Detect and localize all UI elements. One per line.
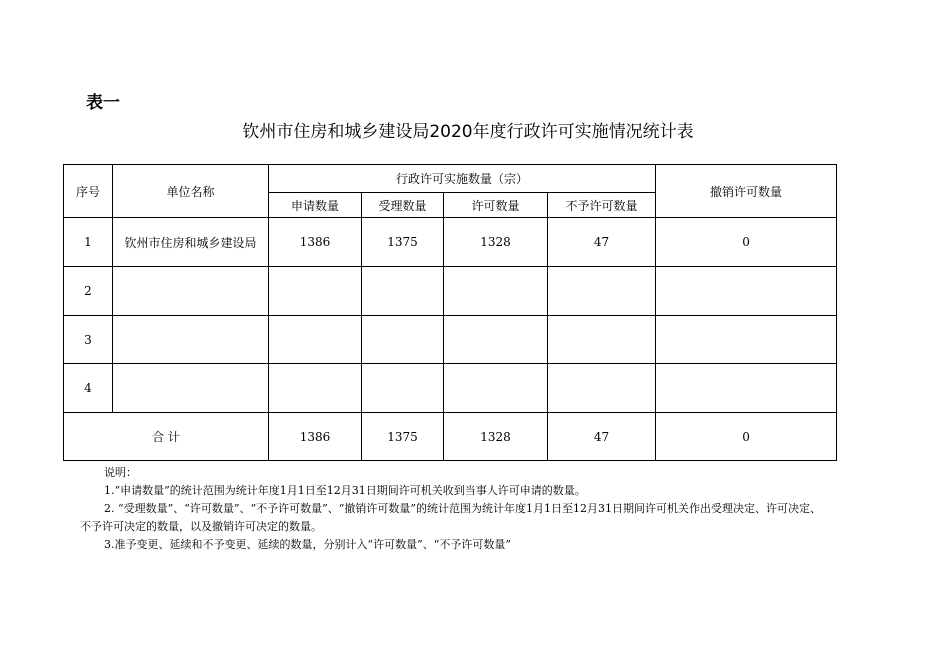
header-deny: 不予许可数量	[548, 193, 656, 218]
table-row	[64, 364, 837, 413]
row-revoke	[656, 364, 837, 413]
row-apply: 1386	[269, 218, 362, 267]
table-row	[64, 218, 837, 267]
row-permit	[444, 267, 548, 316]
note-item-2: 2. “受理数量”、“许可数量”、“不予许可数量”、“撤销许可数量”的统计范围为统计年度1月1日至12月31日期间许可机关作出受理决定、许可决定、不予许可决定的数量，以及撤销许可决定的数量。	[80, 502, 821, 533]
row-org: 钦州市住房和城乡建设局	[113, 218, 269, 267]
row-revoke: 0	[656, 218, 837, 267]
header-row	[64, 165, 837, 193]
row-apply	[269, 316, 362, 364]
row-org	[113, 316, 269, 364]
header-seq: 序号	[64, 165, 113, 218]
row-revoke	[656, 316, 837, 364]
header-revoke: 撤销许可数量	[656, 165, 837, 218]
row-apply	[269, 364, 362, 413]
total-row	[64, 413, 837, 461]
table-row	[64, 267, 837, 316]
header-apply: 申请数量	[269, 193, 362, 218]
note-item-3: 3.准予变更、延续和不予变更、延续的数量，分别计入“许可数量”、“不予许可数量”	[104, 538, 511, 551]
note-item-1: 1.“申请数量”的统计范围为统计年度1月1日至12月31日期间许可机关收到当事人许可申请的数量。	[104, 484, 586, 497]
row-deny: 47	[548, 218, 656, 267]
row-accept: 1375	[362, 218, 444, 267]
row-seq: 4	[64, 364, 113, 413]
total-apply: 1386	[269, 413, 362, 461]
row-org	[113, 364, 269, 413]
header-org: 单位名称	[113, 165, 269, 218]
notes-heading: 说明：	[104, 466, 137, 479]
row-org	[113, 267, 269, 316]
table-row	[64, 316, 837, 364]
row-deny	[548, 316, 656, 364]
row-deny	[548, 267, 656, 316]
row-deny	[548, 364, 656, 413]
total-deny: 47	[548, 413, 656, 461]
header-permit: 许可数量	[444, 193, 548, 218]
row-permit	[444, 364, 548, 413]
notes	[80, 464, 828, 554]
statistics-table	[63, 164, 837, 461]
row-permit	[444, 316, 548, 364]
row-seq: 2	[64, 267, 113, 316]
row-seq: 3	[64, 316, 113, 364]
row-accept	[362, 316, 444, 364]
document-title: 钦州市住房和城乡建设局2020年度行政许可实施情况统计表	[242, 122, 694, 142]
row-accept	[362, 267, 444, 316]
row-apply	[269, 267, 362, 316]
header-accept: 受理数量	[362, 193, 444, 218]
row-seq: 1	[64, 218, 113, 267]
row-accept	[362, 364, 444, 413]
table-label: 表一	[86, 93, 120, 113]
total-accept: 1375	[362, 413, 444, 461]
row-permit: 1328	[444, 218, 548, 267]
header-group: 行政许可实施数量（宗）	[269, 165, 656, 193]
total-permit: 1328	[444, 413, 548, 461]
row-revoke	[656, 267, 837, 316]
total-label: 合 计	[64, 413, 269, 461]
total-revoke: 0	[656, 413, 837, 461]
